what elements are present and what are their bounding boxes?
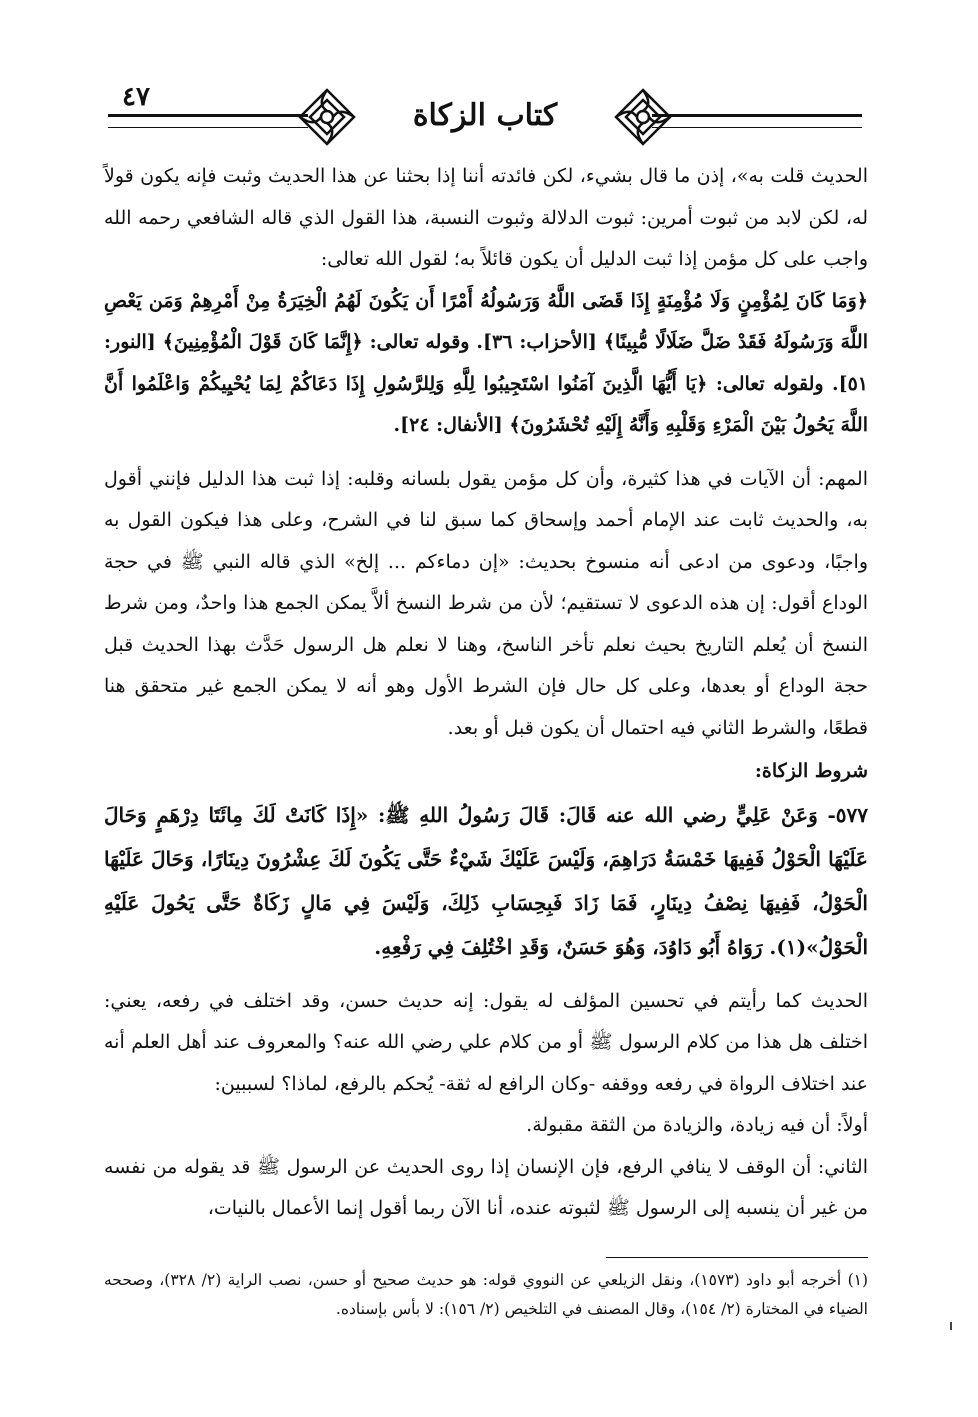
ornament-left-icon [296,86,358,148]
scan-mark [950,1322,952,1330]
section-heading: شروط الزكاة: [754,760,868,782]
header-rule-left [108,114,308,128]
hadith-text: ٥٧٧- وَعَنْ عَلِيٍّ رضي الله عنه قَالَ: قَالَ رَسُولُ اللهِ ﷺ: «إِذَا كَانَتْ لَكَ مِائَتَا دِرْهَمٍ وَحَالَ عَلَيْهَا الْحَوْلُ فَفِيهَا خَمْسَةُ دَرَاهِمَ، وَلَيْسَ عَلَيْكَ شَيْءٌ حَتَّى يَكُونَ لَكَ عِشْرُونَ دِينَارًا، وَحَالَ عَلَيْهَا الْحَوْلُ، فَفِيهَا نِصْفُ دِينَارٍ، فَمَا زَادَ فَبِحِسَابِ ذَلِكَ، وَلَيْسَ فِي مَالٍ زَكَاةٌ حَتَّى يَحُولَ عَلَيْهِ الْحَوْلُ»(١). رَوَاهُ أَبُو دَاوُدَ، وَهُوَ حَسَنٌ، وَقَدِ اخْتُلِفَ فِي رَفْعِهِ. [104,802,868,959]
ornament-right-icon [612,86,674,148]
footnote-divider [606,1257,868,1258]
footnote: (١) أخرجه أبو داود (١٥٧٣)، ونقل الزيلعي عن النووي قوله: هو حديث صحيح أو حسن، نصب الراية (٢/ ٣٢٨)، وصححه الضياء في المختارة (٢/ ١٥٤)، وقال المصنف في التلخيص (٢/ ١٥٦): لا بأس بإسناده. [104,1271,869,1318]
main-text [104,156,868,1230]
paragraph: الحديث قلت به»، إذن ما قال بشيء، لكن فائدته أننا إذا بحثنا عن هذا الحديث وثبت فإنه يكون قولاً له، لكن لابد من ثبوت أمرين: ثبوت الدلالة وثبوت النسبة، هذا القول الذي قاله الشافعي رحمه الله واجب على كل مؤمن إذا ثبت الدليل أن يكون قائلاً به؛ لقول الله تعالى: [104,165,868,270]
page-number: ٤٧ [122,82,150,112]
quran-verses: ﴿وَمَا كَانَ لِمُؤْمِنٍ وَلَا مُؤْمِنَةٍ إِذَا قَضَى اللَّهُ وَرَسُولُهُ أَمْرًا أَن يَكُونَ لَهُمُ الْخِيَرَةُ مِنْ أَمْرِهِمْ وَمَن يَعْصِ اللَّهَ وَرَسُولَهُ فَقَدْ ضَلَّ ضَلَالًا مُّبِينًا﴾ [الأحزاب: ٣٦]. وقوله تعالى: ﴿إِنَّمَا كَانَ قَوْلَ الْمُؤْمِنِينَ﴾ [النور: ٥١]. ولقوله تعالى: ﴿يَا أَيُّهَا الَّذِينَ آمَنُوا اسْتَجِيبُوا لِلَّهِ وَلِلرَّسُولِ إِذَا دَعَاكُمْ لِمَا يُحْيِيكُمْ وَاعْلَمُوا أَنَّ اللَّهَ يَحُولُ بَيْنَ الْمَرْءِ وَقَلْبِهِ وَأَنَّهُ إِلَيْهِ تُحْشَرُونَ﴾ [الأنفال: ٢٤]. [104,289,868,436]
footnotes [104,1266,868,1324]
paragraph: المهم: أن الآيات في هذا كثيرة، وأن كل مؤمن يقول بلسانه وقلبه: إذا ثبت هذا الدليل فإنني أقول به، والحديث ثابت عند الإمام أحمد وإسحاق كما سبق لنا في الشرح، وعلى هذا فيكون القول به واجبًا، ودعوى من ادعى أنه منسوخ بحديث: «إن دماءكم ... إلخ» الذي قاله النبي ﷺ في حجة الوداع أقول: إن هذه الدعوى لا تستقيم؛ لأن من شرط النسخ ألاَّ يمكن الجمع هذا واحدٌ، ومن شرط النسخ أن يُعلم التاريخ بحيث نعلم تأخر الناسخ، وهنا لا نعلم هل الرسول حَدَّث بهذا الحديث قبل حجة الوداع أو بعدها، وعلى كل حال فإن الشرط الأول وهو أنه لا يمكن الجمع غير متحقق هنا قطعًا، والشرط الثاني فيه احتمال أن يكون قبل أو بعد. [104,467,868,739]
header-rule-right [652,114,862,128]
paragraph: الثاني: أن الوقف لا ينافي الرفع، فإن الإنسان إذا روى الحديث عن الرسول ﷺ قد يقوله من نفسه من غير أن ينسبه إلى الرسول ﷺ لثبوته عنده، أنا الآن ربما أقول إنما الأعمال بالنيات، [104,1155,868,1219]
paragraph: الحديث كما رأيتم في تحسين المؤلف له يقول: إنه حديث حسن، وقد اختلف في رفعه، يعني: اختلف هل هذا من كلام الرسول ﷺ أو من كلام علي رضي الله عنه؟ والمعروف عند أهل العلم أنه عند اختلاف الرواة في رفعه ووقفه -وكان الرافع له ثقة- يُحكم بالرفع، لماذا؟ لسببين: [104,989,868,1095]
page-title: كتاب الزكاة [412,98,558,133]
page-header [100,78,870,158]
paragraph: أولاً: أن فيه زيادة، والزيادة من الثقة مقبولة. [526,1114,868,1136]
